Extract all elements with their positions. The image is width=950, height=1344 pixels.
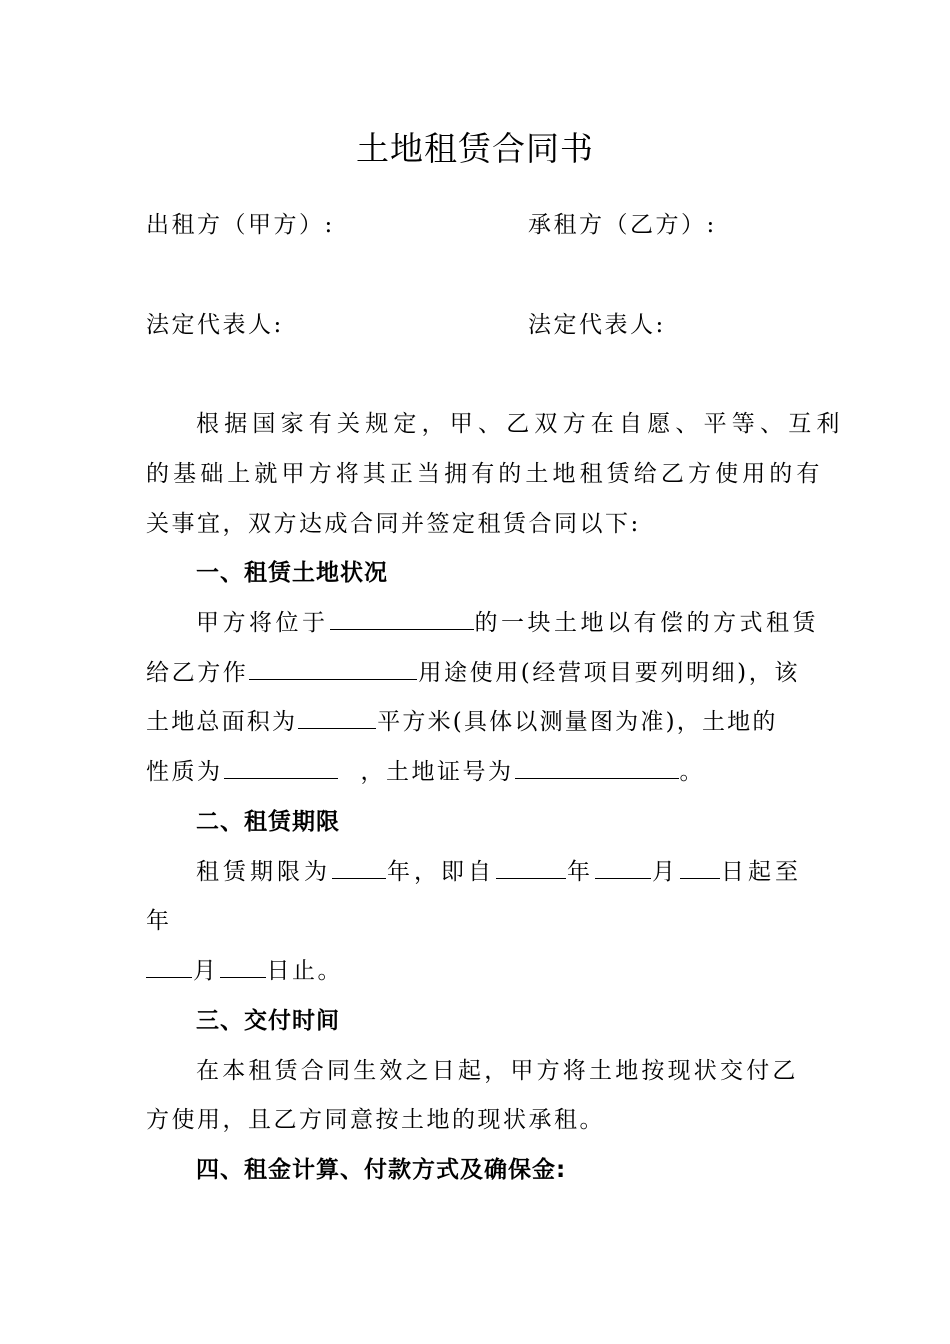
section-3-line-2: 方使用，且乙方同意按土地的现状承租。 <box>146 1107 605 1133</box>
end-month-blank <box>146 955 192 978</box>
lessee-representative-label: 法定代表人: <box>528 312 666 338</box>
lessor-representative-label: 法定代表人: <box>146 312 284 338</box>
lease-years-blank <box>332 856 386 879</box>
start-year-blank <box>496 856 566 879</box>
section-2-line-1-text-c: 年 <box>567 859 594 885</box>
start-day-blank <box>680 856 720 879</box>
section-2-line-2: 年 <box>146 908 172 934</box>
section-2-line-3 <box>146 955 343 987</box>
section-1-line-4 <box>146 756 705 788</box>
location-blank <box>330 607 474 630</box>
section-1-line-2 <box>146 657 800 689</box>
start-month-blank <box>595 856 651 879</box>
intro-line-2: 的基础上就甲方将其正当拥有的土地租赁给乙方使用的有 <box>146 461 824 487</box>
section-2-line-1-text-b: 年，即自 <box>387 859 495 885</box>
section-2-line-1 <box>196 856 802 888</box>
intro-line-3: 关事宜，双方达成合同并签定租赁合同以下: <box>146 511 641 537</box>
section-1-line-2-text-b: 用途使用(经营项目要列明细)，该 <box>418 660 800 686</box>
section-2-line-3-text-b: 日止。 <box>266 958 343 984</box>
land-certificate-number-blank <box>515 756 679 779</box>
document-title: 土地租赁合同书 <box>356 129 594 168</box>
section-1-line-4-text-c: 。 <box>679 759 705 785</box>
section-1-line-4-text-a: 性质为 <box>146 759 223 785</box>
section-2-line-1-text-e: 日起至 <box>721 859 802 885</box>
section-1-line-3-text-a: 土地总面积为 <box>146 709 298 735</box>
land-nature-blank <box>224 756 338 779</box>
section-2-line-1-text-a: 租赁期限为 <box>196 859 331 885</box>
lessor-label: 出租方（甲方）: <box>146 212 335 238</box>
section-3-heading: 三、交付时间 <box>196 1008 340 1034</box>
section-3-line-1: 在本租赁合同生效之日起，甲方将土地按现状交付乙 <box>196 1058 799 1084</box>
section-1-line-3 <box>146 706 778 738</box>
section-1-heading: 一、租赁土地状况 <box>196 560 388 586</box>
section-2-heading: 二、租赁期限 <box>196 809 340 835</box>
section-1-line-1-text-a: 甲方将位于 <box>196 610 329 636</box>
intro-line-1: 根据国家有关规定，甲、乙双方在自愿、平等、互利 <box>196 411 845 437</box>
section-2-line-1-text-d: 月 <box>652 859 679 885</box>
usage-blank <box>249 657 417 680</box>
section-2-line-3-text-a: 月 <box>193 958 219 984</box>
section-1-line-2-text-a: 给乙方作 <box>146 660 249 686</box>
section-1-line-1 <box>196 607 819 639</box>
lessee-label: 承租方（乙方）: <box>528 212 717 238</box>
end-day-blank <box>220 955 266 978</box>
section-1-line-4-text-b: ，土地证号为 <box>360 759 514 785</box>
area-blank <box>298 706 376 729</box>
section-1-line-3-text-b: 平方米(具体以测量图为准)，土地的 <box>377 709 778 735</box>
section-1-line-1-text-b: 的一块土地以有偿的方式租赁 <box>474 610 819 636</box>
section-4-heading: 四、租金计算、付款方式及确保金: <box>196 1157 567 1183</box>
